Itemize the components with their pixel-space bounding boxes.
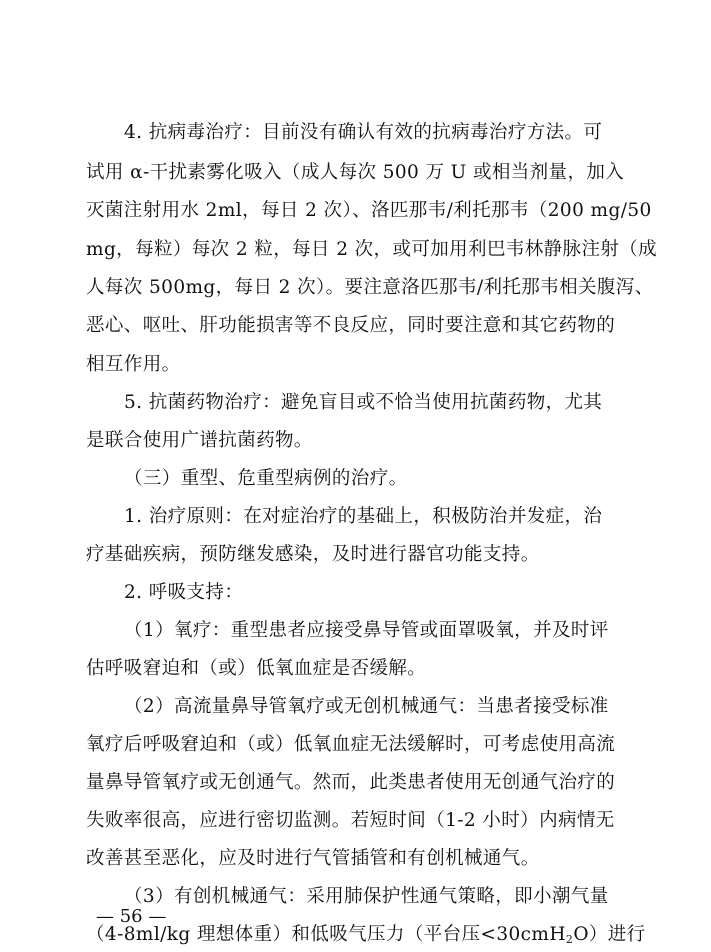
formula-text: （4-8ml/kg 理想体重）和低吸气压力（平台压<30cmH [86,924,566,945]
text-line: 灭菌注射用水 2ml，每日 2 次）、洛匹那韦/利托那韦（200 mg/50 [86,200,652,221]
text-line-with-formula [86,918,646,952]
text-line: （2）高流量鼻导管氧疗或无创机械通气：当患者接受标准 [124,696,609,717]
formula-text-tail: O）进行 [573,924,646,945]
text-line: 4. 抗病毒治疗：目前没有确认有效的抗病毒治疗方法。可 [124,122,603,143]
text-line: 估呼吸窘迫和（或）低氧血症是否缓解。 [86,658,427,679]
text-line: 疗基础疾病，预防继发感染，及时进行器官功能支持。 [86,544,540,565]
text-line: 改善甚至恶化，应及时进行气管插管和有创机械通气。 [86,848,540,869]
text-line: （3）有创机械通气：采用肺保护性通气策略，即小潮气量 [124,886,609,907]
text-line: 试用 α-干扰素雾化吸入（成人每次 500 万 U 或相当剂量，加入 [86,162,625,183]
text-line: 失败率很高，应进行密切监测。若短时间（1-2 小时）内病情无 [86,810,615,831]
formula-subscript: 2 [565,933,574,946]
text-line: 是联合使用广谱抗菌药物。 [86,430,313,451]
text-line: 量鼻导管氧疗或无创通气。然而，此类患者使用无创通气治疗的 [86,772,616,793]
text-line: （1）氧疗：重型患者应接受鼻导管或面罩吸氧，并及时评 [124,620,609,641]
text-line: 人每次 500mg，每日 2 次）。要注意洛匹那韦/利托那韦相关腹泻、 [86,277,654,298]
section-heading: （三）重型、危重型病例的治疗。 [124,468,408,489]
page-number: — 56 — [96,906,167,927]
text-line: 恶心、呕吐、肝功能损害等不良反应，同时要注意和其它药物的 [86,315,616,336]
text-line: mg，每粒）每次 2 粒，每日 2 次，或可加用利巴韦林静脉注射（成 [86,239,658,260]
text-line: 相互作用。 [86,354,181,375]
text-line: 氧疗后呼吸窘迫和（或）低氧血症无法缓解时，可考虑使用高流 [86,734,616,755]
text-line: 2. 呼吸支持： [124,582,244,603]
text-line: 5. 抗菌药物治疗：避免盲目或不恰当使用抗菌药物，尤其 [124,392,603,413]
text-line: 1. 治疗原则：在对症治疗的基础上，积极防治并发症，治 [124,506,603,527]
